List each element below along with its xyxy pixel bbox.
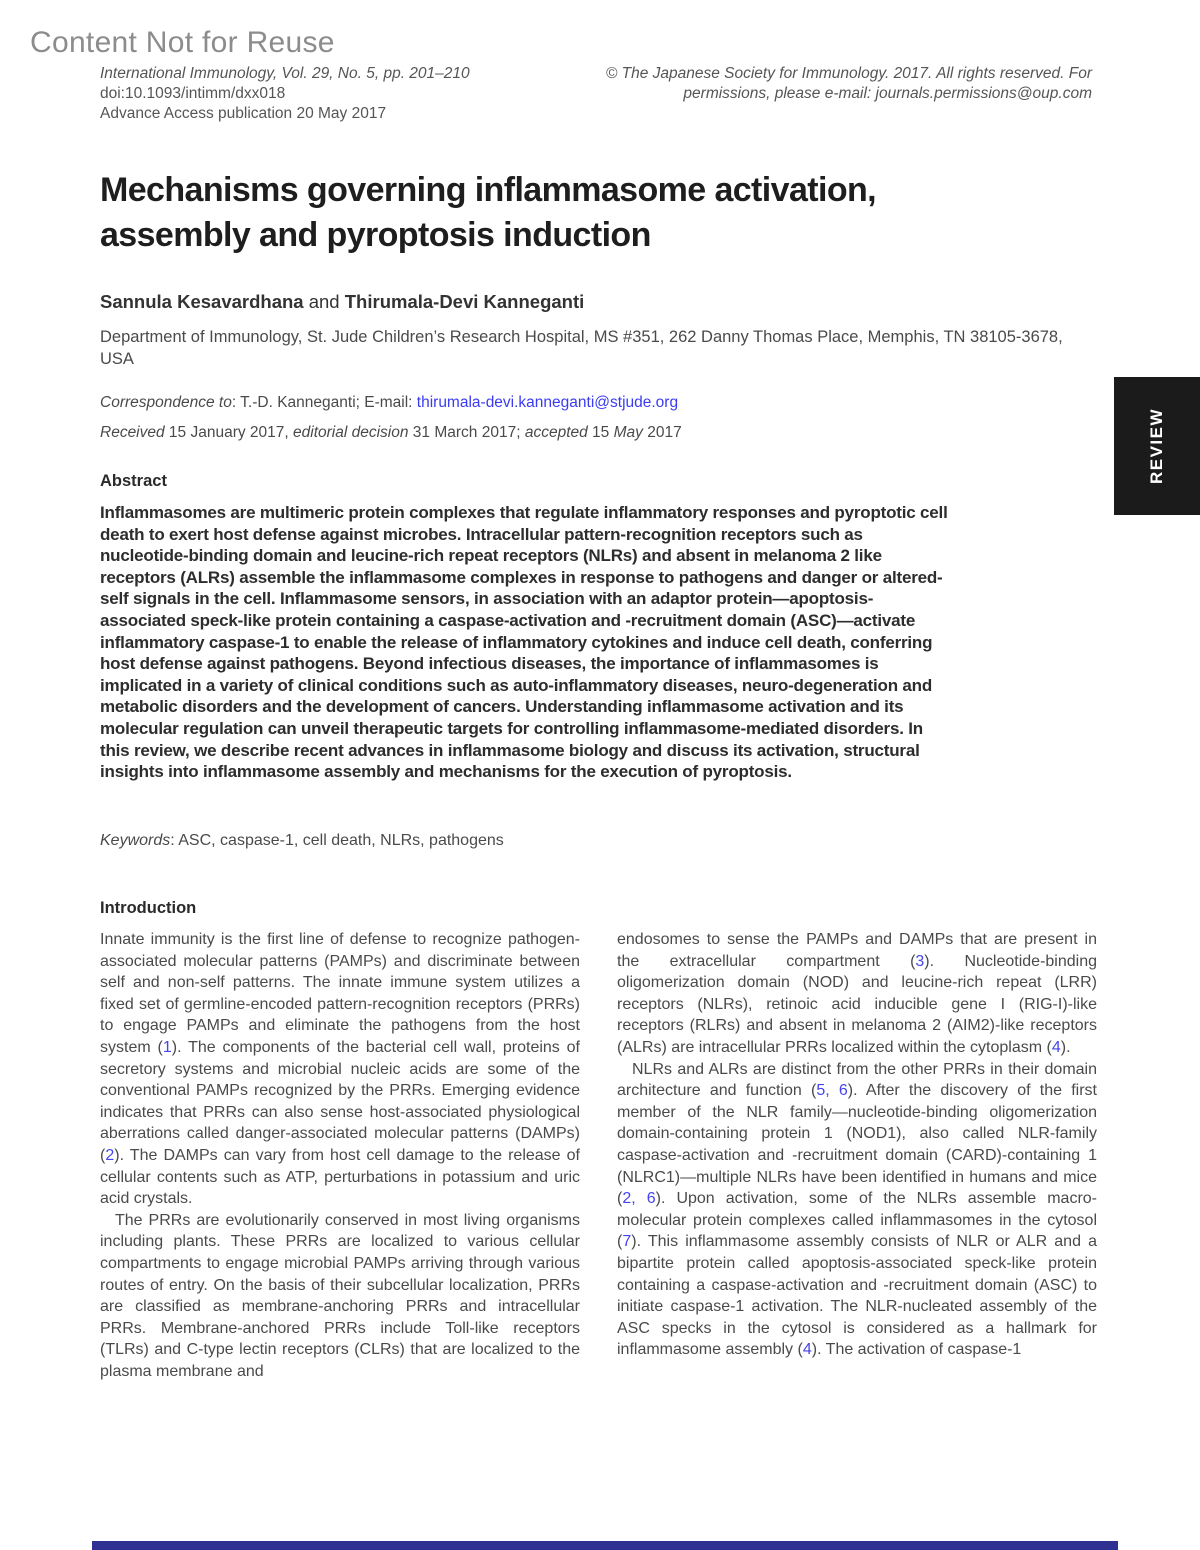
content-not-for-reuse-watermark: Content Not for Reuse xyxy=(30,26,335,59)
masthead-copyright xyxy=(606,64,1092,104)
text-segment: and xyxy=(303,291,345,312)
citation-link[interactable]: 2 xyxy=(105,1146,115,1164)
article-title xyxy=(100,168,876,258)
next-figure-edge-bar xyxy=(92,1541,1118,1550)
copyright-line-1: © The Japanese Society for Immunology. 2017. All rights reserved. For xyxy=(605,65,1092,82)
advance-access-line: Advance Access publication 20 May 2017 xyxy=(100,105,387,122)
copyright-line-2: permissions, please e-mail: journals.permissions@oup.com xyxy=(683,85,1092,102)
text-segment: ). xyxy=(1060,1038,1071,1056)
right-column xyxy=(617,929,1097,1382)
author-list xyxy=(100,291,584,313)
text-segment: Sannula Kesavardhana xyxy=(100,291,304,312)
two-column-body xyxy=(100,929,1097,1382)
review-tab xyxy=(1114,377,1200,515)
article-title-line-2: assembly and pyroptosis induction xyxy=(100,216,651,254)
citation-link[interactable]: 5, 6 xyxy=(816,1082,848,1100)
text-segment: Received xyxy=(100,424,165,441)
received-accepted-line xyxy=(100,424,682,442)
affiliation: Department of Immunology, St. Jude Children’s Research Hospital, MS #351, 262 Danny Thomas Place, Memphis, TN 38105-3678, USA xyxy=(100,328,1063,368)
text-segment: 15 xyxy=(587,424,614,441)
text-segment: editorial decision xyxy=(293,424,409,441)
email-link[interactable]: thirumala-devi.kanneganti@stjude.org xyxy=(416,394,679,411)
body-paragraph xyxy=(100,1210,580,1383)
text-segment: : T.-D. Kanneganti; E-mail: xyxy=(231,394,417,411)
body-paragraph xyxy=(617,929,1097,1059)
review-tab-label: REVIEW xyxy=(1147,407,1166,485)
journal-volume-line: International Immunology, Vol. 29, No. 5, pp. 201–210 xyxy=(100,65,470,82)
text-segment: NLRs and ALRs are distinct from the other PRRs in their domain architecture and function ( xyxy=(617,1060,1097,1100)
text-segment: ). After the discovery of the first member of the NLR family—nucleotide-binding oligomerization domain-containing protein 1 (NOD1), also called NLR-family caspase-activation and -recruitment domain (CARD)-containing 1 (NLRC1)—multiple NLRs have been identified in humans and mice ( xyxy=(617,1082,1097,1208)
text-segment: ). This inflammasome assembly consists of NLR or ALR and a bipartite protein called apoptosis-associated speck-like protein containing a caspase-activation and -recruitment domain (ASC) to initiate caspase-1 activation. The NLR-nucleated assembly of the ASC specks in the cytosol is considered as a hallmark for inflammasome assembly ( xyxy=(617,1233,1097,1359)
text-segment: Thirumala-Devi Kanneganti xyxy=(344,291,585,312)
text-segment: 2017 xyxy=(642,424,682,441)
text-segment: ). The activation of caspase-1 xyxy=(811,1341,1022,1359)
text-segment: May xyxy=(613,424,643,441)
citation-link[interactable]: 4 xyxy=(1051,1038,1061,1056)
abstract-body: Inflammasomes are multimeric protein complexes that regulate inflammatory responses and pyroptotic cell death to exert host defense against microbes. Intracellular pattern-recognition receptors such as nucleotide-binding domain and leucine-rich repeat receptors (NLRs) and absent in melanoma 2 like receptors (ALRs) assemble the inflammasome complexes in response to pathogens and danger or altered-self signals in the cell. Inflammasome sensors, in association with an adaptor protein—apoptosis-associated speck-like protein containing a caspase-activation and -recruitment domain (ASC)—activate inflammatory caspase-1 to enable the release of inflammatory cytokines and induce cell death, conferring host defense against pathogens. Beyond infectious diseases, the importance of inflammasomes is implicated in a variety of clinical conditions such as auto-inflammatory diseases, neuro-degeneration and metabolic disorders and the development of cancers. Understanding inflammasome activation and its molecular regulation can unveil therapeutic targets for controlling inflammasome-mediated disorders. In this review, we describe recent advances in inflammasome biology and discuss its activation, structural insights into inflammasome assembly and mechanisms for the execution of pyroptosis. xyxy=(100,503,948,782)
left-column xyxy=(100,929,580,1382)
citation-link[interactable]: 3 xyxy=(915,952,925,970)
body-paragraph xyxy=(617,1059,1097,1361)
text-segment: accepted xyxy=(524,424,588,441)
text-segment: ). Upon activation, some of the NLRs assemble macro-molecular protein complexes called inflammasomes in the cytosol ( xyxy=(617,1190,1098,1251)
text-segment: ). The DAMPs can vary from host cell damage to the release of cellular contents such as ATP, perturbations in potassium and uric acid crystals. xyxy=(100,1146,580,1208)
introduction-heading: Introduction xyxy=(100,899,197,917)
text-segment: : ASC, caspase-1, cell death, NLRs, pathogens xyxy=(170,832,504,849)
text-segment: ). The components of the bacterial cell wall, proteins of secretory systems and microbial nucleic acids are some of the conventional PAMPs recognized by the PRRs. Emerging evidence indicates that PRRs can also sense host-associated physiological aberrations called danger-associated molecular patterns (DAMPs) ( xyxy=(100,1038,580,1164)
keywords-line xyxy=(100,832,504,850)
text-segment: 31 March 2017; xyxy=(408,424,525,441)
text-segment: ). Nucleotide-binding oligomerization domain (NOD) and leucine-rich repeat (LRR) receptors (NLRs), retinoic acid inducible gene I (RIG-I)-like receptors (RLRs) and absent in melanoma 2 (AIM2)-like receptors (ALRs) are intracellular PRRs localized within the cytoplasm ( xyxy=(617,952,1097,1056)
masthead-left xyxy=(100,64,470,124)
text-segment: Keywords xyxy=(100,832,171,849)
citation-link[interactable]: 4 xyxy=(802,1341,812,1359)
correspondence-line xyxy=(100,394,678,412)
abstract-heading: Abstract xyxy=(100,472,167,490)
citation-link[interactable]: 2, 6 xyxy=(622,1190,656,1208)
body-paragraph xyxy=(100,929,580,1210)
text-segment: Innate immunity is the first line of defense to recognize pathogen-associated molecular patterns (PAMPs) and discriminate between self and non-self patterns. The innate immune system utilizes a fixed set of germline-encoded pattern-recognition receptors (PRRs) to engage PAMPs and eliminate the pathogens from the host system ( xyxy=(100,931,580,1056)
citation-link[interactable]: 1 xyxy=(162,1038,172,1056)
article-title-line-1: Mechanisms governing inflammasome activation, xyxy=(100,171,877,209)
text-segment: Correspondence to xyxy=(100,394,232,411)
text-segment: endosomes to sense the PAMPs and DAMPs that are present in the extracellular compartment ( xyxy=(617,931,1097,970)
text-segment: The PRRs are evolutionarily conserved in most living organisms including plants. These PRRs are localized to various cellular compartments to engage microbial PAMPs arriving through various routes of entry. On the basis of their subcellular localization, PRRs are classified as membrane-anchoring PRRs and intracellular PRRs. Membrane-anchored PRRs include Toll-like receptors (TLRs) and C-type lectin receptors (CLRs) that are localized to the plasma membrane and xyxy=(100,1211,580,1380)
citation-link[interactable]: 7 xyxy=(622,1233,632,1251)
doi-line: doi:10.1093/intimm/dxx018 xyxy=(100,85,286,102)
text-segment: 15 January 2017, xyxy=(164,424,294,441)
